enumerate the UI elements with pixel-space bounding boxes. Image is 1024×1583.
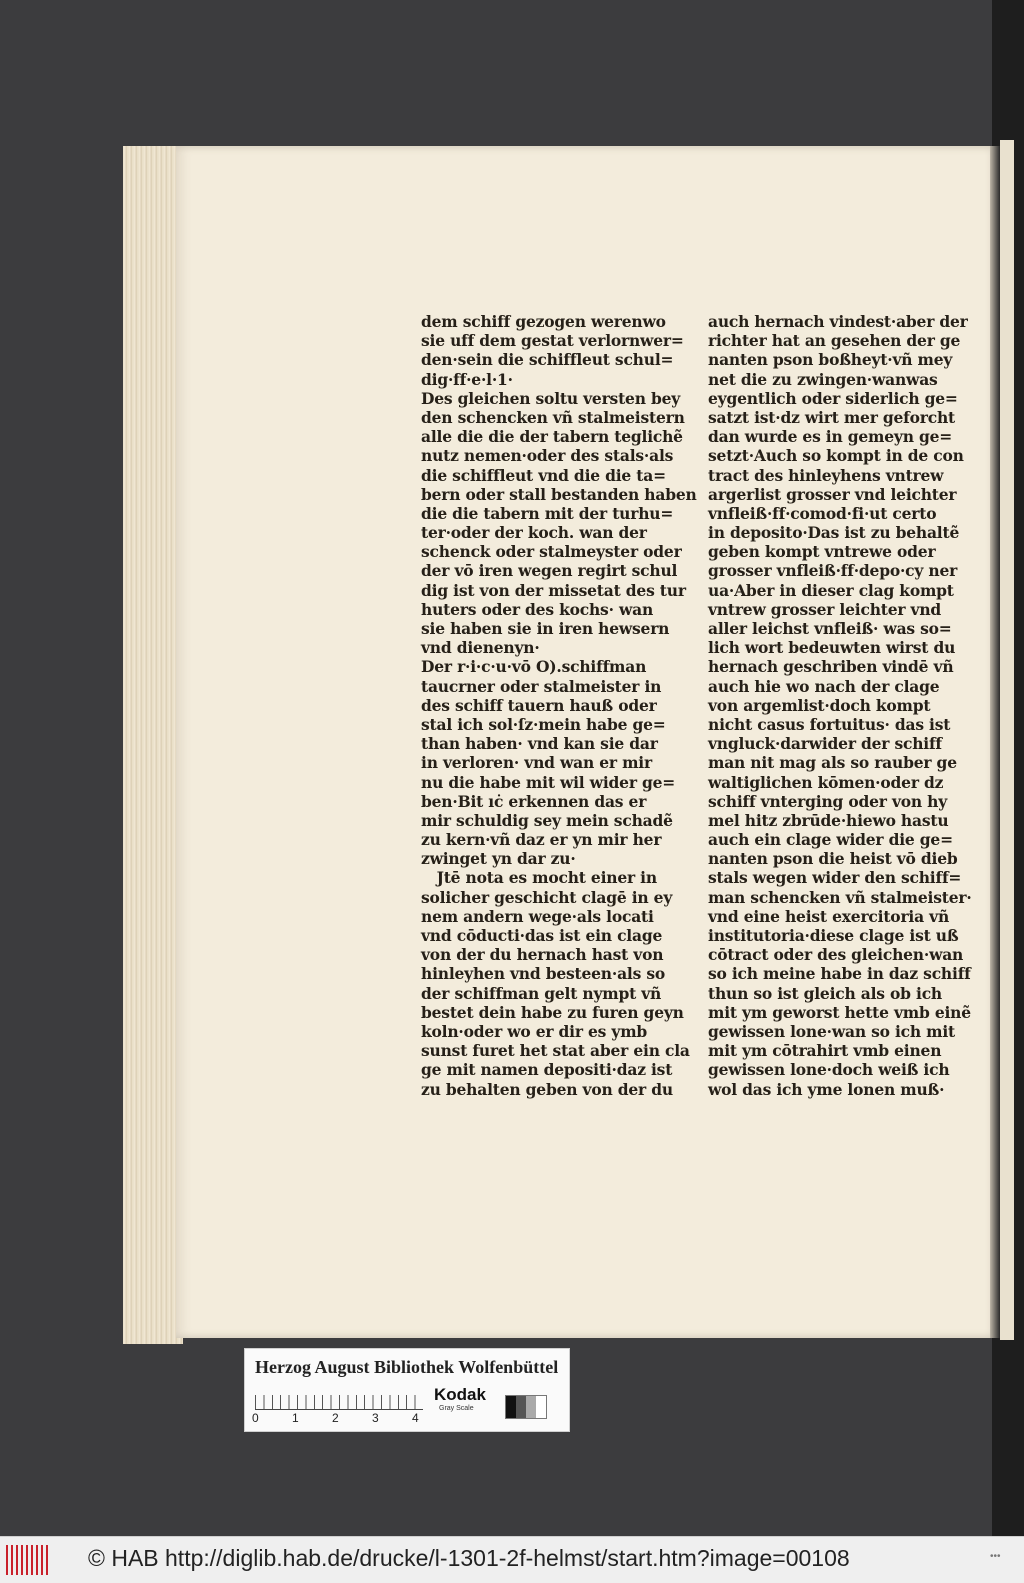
text-line: dig·ff·e·l·1·	[421, 369, 513, 389]
text-line: eygentlich oder siderlich ge=	[708, 388, 958, 408]
text-line: vnd cōducti·das ist ein clage	[421, 926, 663, 945]
gray-swatch	[526, 1396, 536, 1418]
text-line: wol das ich yme lonen muß·	[708, 1079, 945, 1099]
text-line: ge mit namen depositi·daz ist	[421, 1060, 673, 1080]
text-line: mel hitz zbrūde·hiewo hastu	[708, 810, 949, 830]
text-line: lich wort bedeuwten wirst du	[708, 638, 956, 658]
text-line: waltiglichen kōmen·oder dz	[708, 772, 944, 792]
gray-swatch	[536, 1396, 546, 1418]
text-line: vntrew grosser leichter vnd	[708, 599, 942, 619]
text-line: sie haben sie in iren hewsern	[421, 619, 670, 638]
ruler-number: 0	[252, 1411, 259, 1425]
text-line: hinleyhen vnd besteen·als so	[421, 964, 665, 984]
text-line: von argemlist·doch kompt	[708, 695, 931, 715]
text-line: sunst furet het stat aber ein cla	[421, 1041, 690, 1061]
text-line: so ich meine habe in daz schiff	[708, 964, 971, 984]
text-line: Jtē nota es mocht einer in	[421, 868, 657, 888]
text-line: tract des hinleyhens vntrew	[708, 465, 944, 485]
text-line: aller leichst vnfleiß· was so=	[708, 619, 952, 638]
text-line: von der du hernach hast von	[421, 945, 664, 965]
text-line: geben kompt vntrewe oder	[708, 542, 936, 562]
text-line: hernach geschriben vindē vñ	[708, 657, 954, 677]
text-line: schenck oder stalmeyster oder	[421, 542, 682, 562]
text-line: mir schuldig sey mein schadẽ	[421, 810, 673, 830]
text-line: dig ist von der missetat des tur	[421, 580, 686, 600]
text-line: Des gleichen soltu versten bey	[421, 388, 681, 408]
gray-swatch	[516, 1396, 526, 1418]
text-line: auch hernach vindest·aber der	[708, 312, 968, 331]
text-line: ben·Bit ıċ erkennen das er	[421, 791, 647, 811]
text-line: ter·oder der koch. wan der	[421, 523, 647, 543]
text-line: den·sein die schiffleut schul=	[421, 350, 674, 370]
text-line: auch ein clage wider die ge=	[708, 830, 953, 850]
text-line: than haben· vnd kan sie dar	[421, 734, 658, 754]
text-line: taucrner oder stalmeister in	[421, 676, 662, 696]
ruler-number: 2	[332, 1411, 339, 1425]
ruler-scale	[255, 1387, 423, 1410]
text-line: solicher geschicht clagē in ey	[421, 887, 673, 907]
text-line: nanten pson die heist vō dieb	[708, 849, 958, 869]
text-line: man nit mag als so rauber ge	[708, 753, 957, 773]
text-line: vnfleiß·ff·comod·fi·ut certo	[708, 503, 937, 523]
color-calibration-card	[244, 1348, 570, 1432]
text-line: nu die habe mit wil wider ge=	[421, 772, 676, 792]
text-line: nutz nemen·oder des stals·als	[421, 446, 674, 466]
text-line: schiff vnterging oder von hy	[708, 791, 948, 811]
text-line: gewissen lone·doch weiß ich	[708, 1060, 950, 1080]
text-line: der vō iren wegen regirt schul	[421, 561, 678, 581]
text-line: die die tabern mit der turhu=	[421, 503, 674, 523]
text-line: nanten pson boßheyt·vñ mey	[708, 350, 953, 370]
text-line: sie uff dem gestat verlornwer=	[421, 331, 684, 351]
text-line: mit ym geworst hette vmb einẽ	[708, 1002, 971, 1022]
text-line: bestet dein habe zu furen geyn	[421, 1002, 684, 1022]
text-column-left	[421, 312, 697, 1099]
text-line: Der r·i·c·u·vō O).schiffman	[421, 657, 647, 677]
text-line: stal ich sol·ſz·mein habe ge=	[421, 714, 666, 734]
text-line: des schiff tauern hauß oder	[421, 695, 657, 715]
text-line: auch hie wo nach der clage	[708, 676, 940, 696]
text-line: gewissen lone·wan so ich mit	[708, 1021, 956, 1041]
text-line: vnd dienenyn·	[421, 638, 540, 658]
grayscale-label: Gray Scale	[439, 1405, 474, 1412]
text-column-right	[708, 312, 972, 1099]
text-line: stals wegen wider den schiff=	[708, 868, 962, 888]
text-line: in deposito·Das ist zu behaltẽ	[708, 523, 960, 543]
text-line: vnd eine heist exercitoria vñ	[708, 906, 950, 926]
text-line: institutoria·diese clage ist uß	[708, 926, 959, 945]
text-line: nem andern wege·als locati	[421, 906, 654, 926]
text-line: ua·Aber in dieser clag kompt	[708, 580, 954, 600]
text-line: zu behalten geben von der du	[421, 1079, 673, 1099]
text-line: huters oder des kochs· wan	[421, 599, 654, 619]
library-name: Herzog August Bibliothek Wolfenbüttel	[255, 1357, 559, 1377]
text-line: koln·oder wo er dir es ymb	[421, 1021, 648, 1041]
text-line: der schiffman gelt nympt vñ	[421, 983, 662, 1003]
text-line: vngluck·darwider der schiff	[708, 734, 942, 754]
footer-bar	[0, 1536, 1024, 1583]
text-line: thun so ist gleich als ob ich	[708, 983, 942, 1003]
gray-swatches	[505, 1395, 547, 1419]
ruler-number: 3	[372, 1411, 379, 1425]
kodak-label: Kodak	[434, 1385, 486, 1404]
text-line: net die zu zwingen·wanwas	[708, 369, 938, 389]
next-page-edge	[1000, 140, 1014, 1340]
book-gutter	[990, 146, 1000, 1338]
text-line: mit ym cōtrahirt vmb einen	[708, 1041, 942, 1061]
text-line: satzt ist·dz wirt mer geforcht	[708, 407, 956, 427]
text-line: die schiffleut vnd die die ta=	[421, 465, 666, 485]
text-line: zwinget yn dar zu·	[421, 849, 576, 869]
text-line: in verloren· vnd wan er mir	[421, 753, 652, 773]
text-line: man schencken vñ stalmeister·	[708, 887, 972, 907]
ruler-number: 1	[292, 1411, 299, 1425]
text-line: zu kern·vñ daz er yn mir her	[421, 830, 662, 850]
text-line: nicht casus fortuitus· das ist	[708, 714, 951, 734]
more-dots-icon: •••	[990, 1551, 1001, 1562]
copyright-url[interactable]: © HAB http://diglib.hab.de/drucke/l-1301-2f-helmst/start.htm?image=00108	[88, 1545, 850, 1571]
text-line: alle die die der tabern teglichẽ	[421, 427, 683, 447]
gray-swatch	[506, 1396, 516, 1418]
text-line: bern oder stall bestanden haben	[421, 484, 697, 504]
text-line: dem schiff gezogen werenwo	[421, 312, 666, 331]
hab-logo-icon	[6, 1545, 48, 1575]
page-stack-edges	[123, 146, 183, 1344]
text-line: argerlist grosser vnd leichter	[708, 484, 957, 504]
text-line: richter hat an gesehen der ge	[708, 331, 961, 351]
text-line: cōtract oder des gleichen·wan	[708, 945, 964, 965]
text-line: setzt·Auch so kompt in de con	[708, 446, 964, 466]
text-line: den schencken vñ stalmeistern	[421, 407, 685, 427]
ruler-number: 4	[412, 1411, 419, 1425]
text-line: dan wurde es in gemeyn ge=	[708, 427, 953, 447]
text-line: grosser vnfleiß·ff·depo·cy ner	[708, 561, 958, 581]
